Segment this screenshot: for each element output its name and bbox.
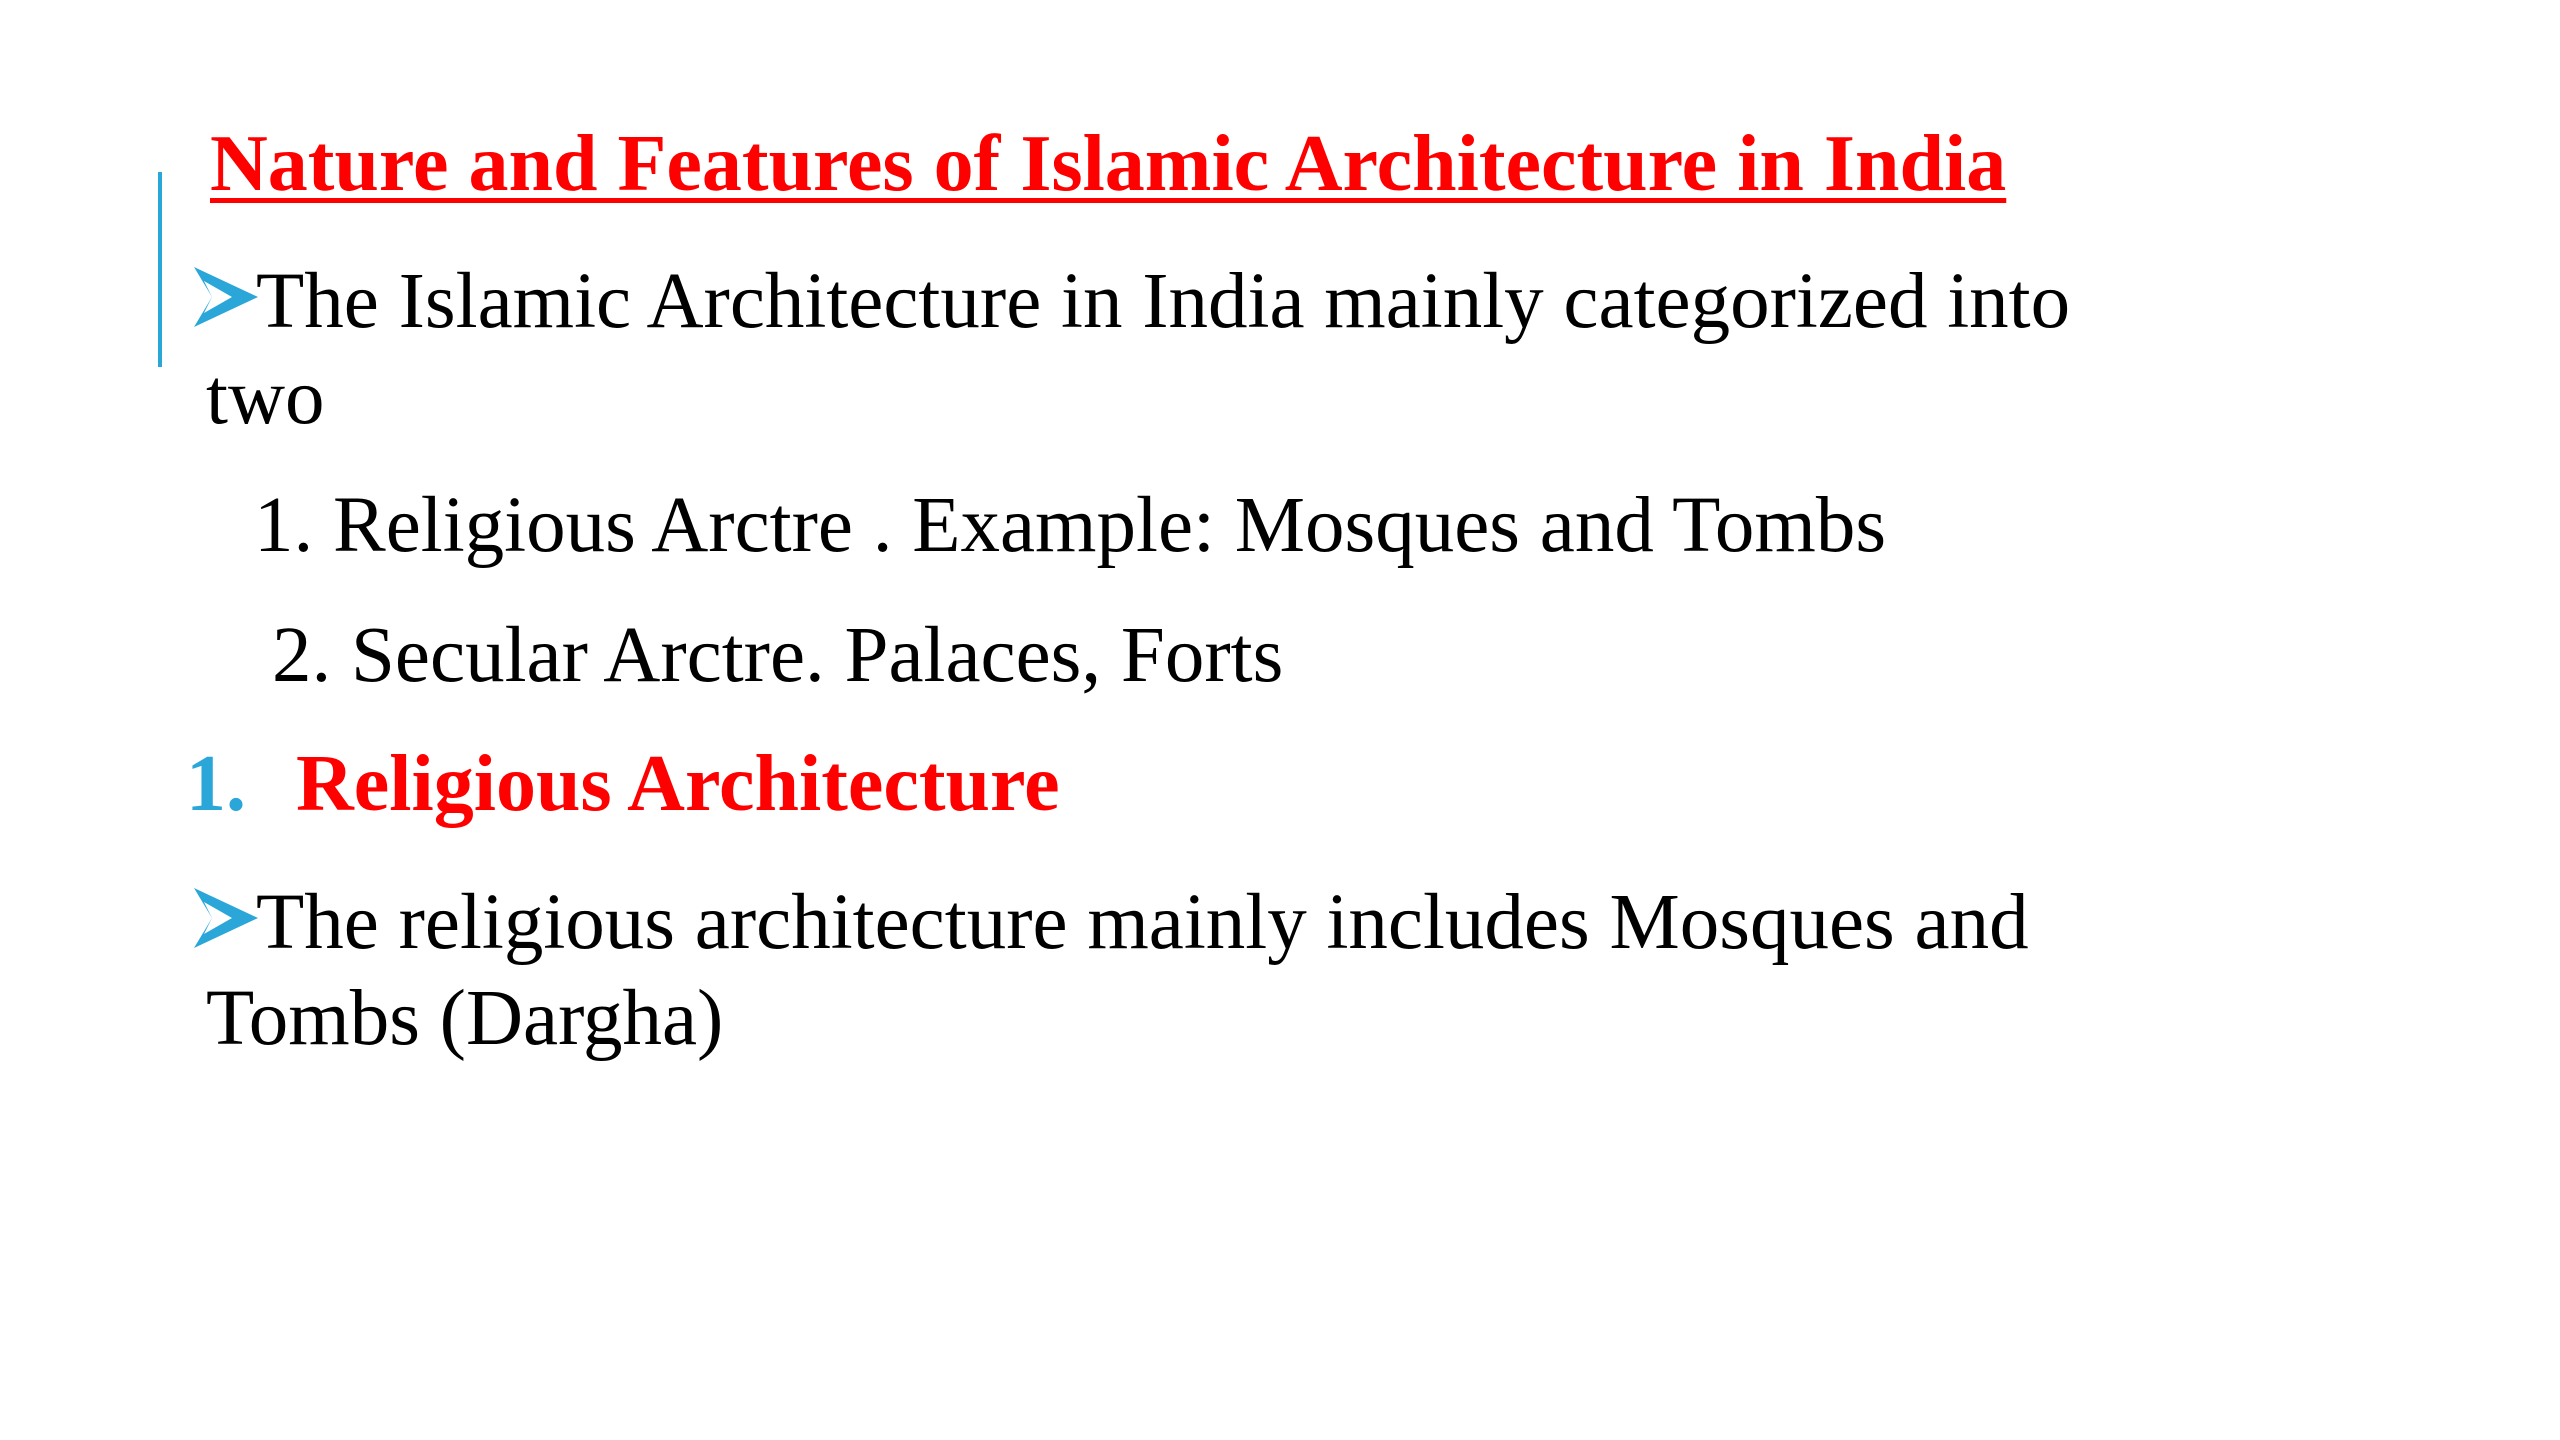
section-heading-text: Religious Architecture: [296, 740, 1060, 828]
category-item-secular: 2. Secular Arctre. Palaces, Forts: [272, 612, 1284, 699]
category-item-religious: 1. Religious Arctre . Example: Mosques and Tombs: [254, 482, 1887, 569]
section-heading: [186, 736, 1060, 832]
intro-line-1: The Islamic Architecture in India mainly categorized into: [256, 258, 2071, 345]
intro-paragraph: [190, 254, 2270, 446]
detail-paragraph: [190, 875, 2270, 1067]
arrow-bullet-icon: [190, 259, 262, 331]
detail-line-2: Tombs (Dargha): [206, 975, 724, 1062]
slide-title: Nature and Features of Islamic Architecture in India: [210, 120, 2007, 208]
arrow-bullet-icon: [190, 880, 262, 952]
detail-line-1: The religious architecture mainly includes Mosques and: [256, 879, 2029, 966]
intro-line-2: two: [206, 354, 325, 441]
section-number: 1.: [186, 740, 246, 828]
accent-bar: [158, 172, 162, 367]
